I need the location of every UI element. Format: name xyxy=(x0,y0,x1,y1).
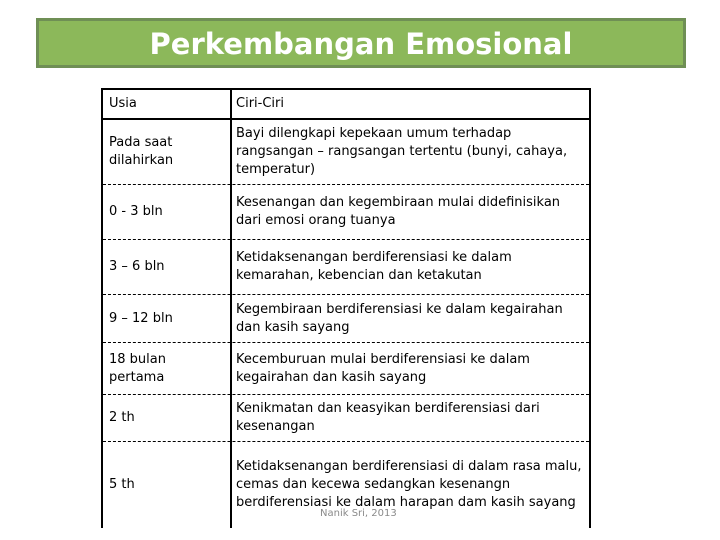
table-row xyxy=(103,343,589,395)
table-row xyxy=(103,185,589,240)
row-age: 18 bulan pertama xyxy=(109,351,166,385)
table-row xyxy=(103,395,589,442)
row-age: 9 – 12 bln xyxy=(109,310,173,326)
row-age: 3 – 6 bln xyxy=(109,259,165,274)
author-footnote: Nanik Sri, 2013 xyxy=(320,508,397,519)
row-desc: Ketidaksenangan berdiferensiasi ke dalam kemarahan, kebencian dan ketakutan xyxy=(236,250,512,283)
page-title: Perkembangan Emosional xyxy=(149,27,573,61)
header-age: Usia xyxy=(109,96,137,111)
row-desc: Kesenangan dan kegembiraan mulai didefinisikan dari emosi orang tuanya xyxy=(236,195,561,228)
table-header-row xyxy=(103,90,589,120)
row-age: Pada saat dilahirkan xyxy=(109,135,174,168)
row-desc: Kenikmatan dan keasyikan berdiferensiasi dari kesenangan xyxy=(236,401,540,434)
table-row xyxy=(103,240,589,295)
row-age: 5 th xyxy=(109,477,135,492)
row-desc: Kecemburuan mulai berdiferensiasi ke dalam kegairahan dan kasih sayang xyxy=(236,351,530,385)
header-desc: Ciri-Ciri xyxy=(236,96,284,111)
row-desc: Bayi dilengkapi kepekaan umum terhadap rangsangan – rangsangan tertentu (bunyi, cahaya, temperatur) xyxy=(236,126,568,177)
row-desc: Kegembiraan berdiferensiasi ke dalam kegairahan dan kasih sayang xyxy=(236,301,563,335)
table-row xyxy=(103,295,589,343)
row-desc: Ketidaksenangan berdiferensiasi di dalam rasa malu, cemas dan kecewa sedangkan kesenangn berdiferensiasi ke dalam harapan dam kasih sayang xyxy=(236,459,582,510)
row-age: 0 - 3 bln xyxy=(109,204,163,219)
title-banner xyxy=(36,18,686,68)
table-row xyxy=(103,120,589,185)
row-age: 2 th xyxy=(109,410,135,425)
emotion-table xyxy=(101,88,591,528)
